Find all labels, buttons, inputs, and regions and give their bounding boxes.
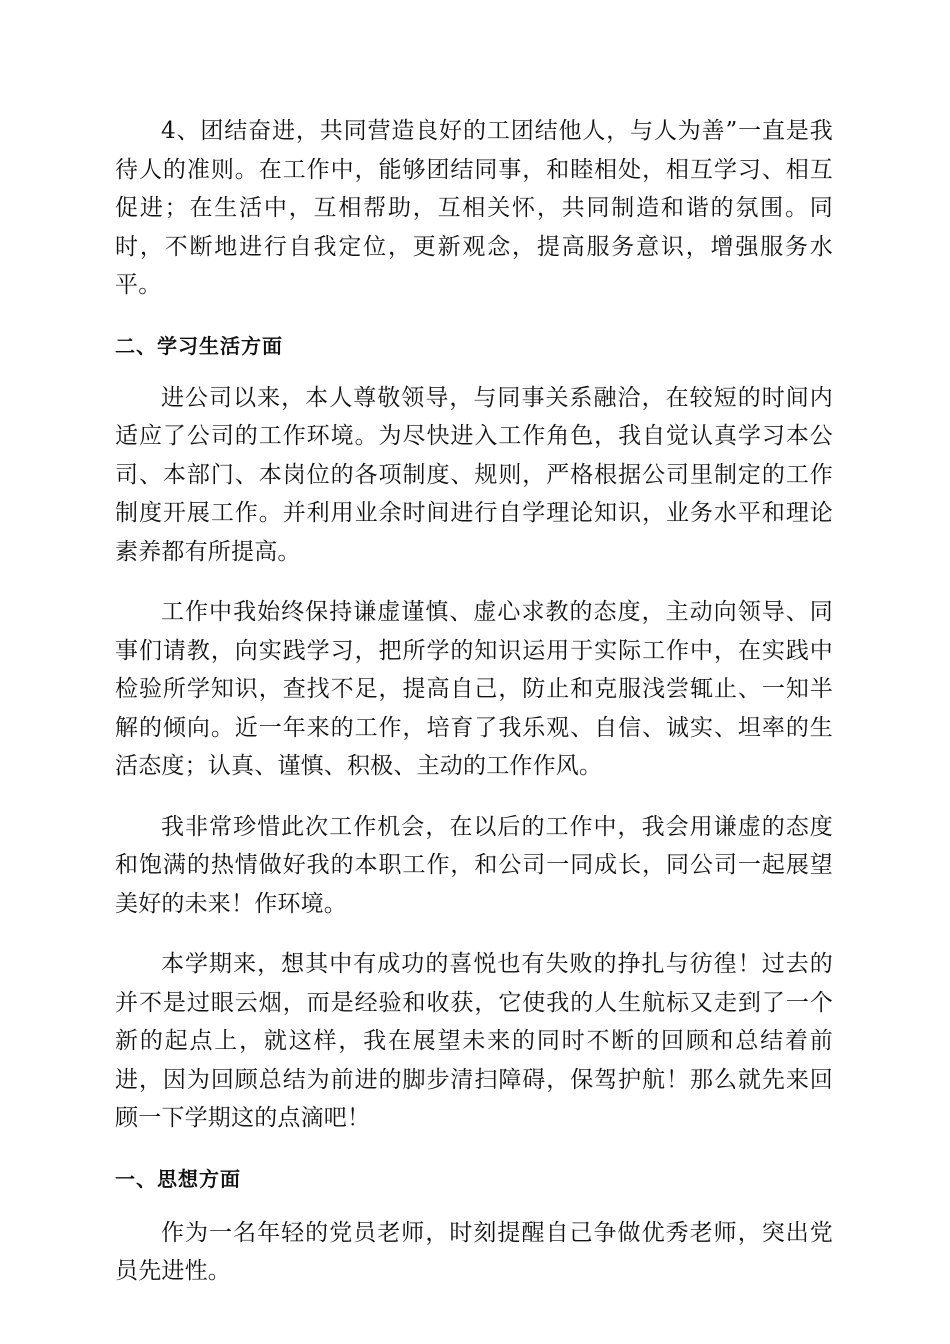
heading-thought: 一、思想方面 bbox=[115, 1166, 241, 1191]
paragraph-thought-1: 作为一名年轻的党员老师，时刻提醒自己争做优秀老师，突出党员先进性。 bbox=[115, 1219, 833, 1284]
heading-study-life: 二、学习生活方面 bbox=[115, 333, 283, 358]
paragraph-study-2: 工作中我始终保持谦虚谨慎、虚心求教的态度，主动向领导、同事们请教，向实践学习，把所学的知识运用于实际工作中，在实践中检验所学知识，查找不足，提高自己，防止和克服浅尝辄止、一知半解的倾向。近一年来的工作，培育了我乐观、自信、诚实、坦率的生活态度；认真、谨慎、积极、主动的工作作风。 bbox=[115, 599, 833, 779]
paragraph-unity: 4、团结奋进，共同营造良好的工团结他人，与人为善”一直是我待人的准则。在工作中，能够团结同事，和睦相处，相互学习、相互促进；在生活中，互相帮助，互相关怀，共同制造和谐的氛围。同时，不断地进行自我定位，更新观念，提高服务意识，增强服务水平。 bbox=[115, 118, 833, 298]
paragraph-study-3: 我非常珍惜此次工作机会，在以后的工作中，我会用谦虚的态度和饱满的热情做好我的本职工作，和公司一同成长，同公司一起展望美好的未来！作环境。 bbox=[115, 813, 833, 917]
paragraph-study-1: 进公司以来，本人尊敬领导，与同事关系融洽，在较短的时间内适应了公司的工作环境。为尽快进入工作角色，我自觉认真学习本公司、本部门、本岗位的各项制度、规则，严格根据公司里制定的工作制度开展工作。并利用业余时间进行自学理论知识，业务水平和理论素养都有所提高。 bbox=[115, 384, 833, 565]
paragraph-semester: 本学期来，想其中有成功的喜悦也有失败的挣扎与彷徨！过去的并不是过眼云烟，而是经验和收获，它使我的人生航标又走到了一个新的起点上，就这样，我在展望未来的同时不断的回顾和总结着前进，因为回顾总结为前进的脚步清扫障碍，保驾护航！那么就先来回顾一下学期这的点滴吧！ bbox=[115, 951, 833, 1131]
document-body bbox=[115, 112, 833, 1291]
